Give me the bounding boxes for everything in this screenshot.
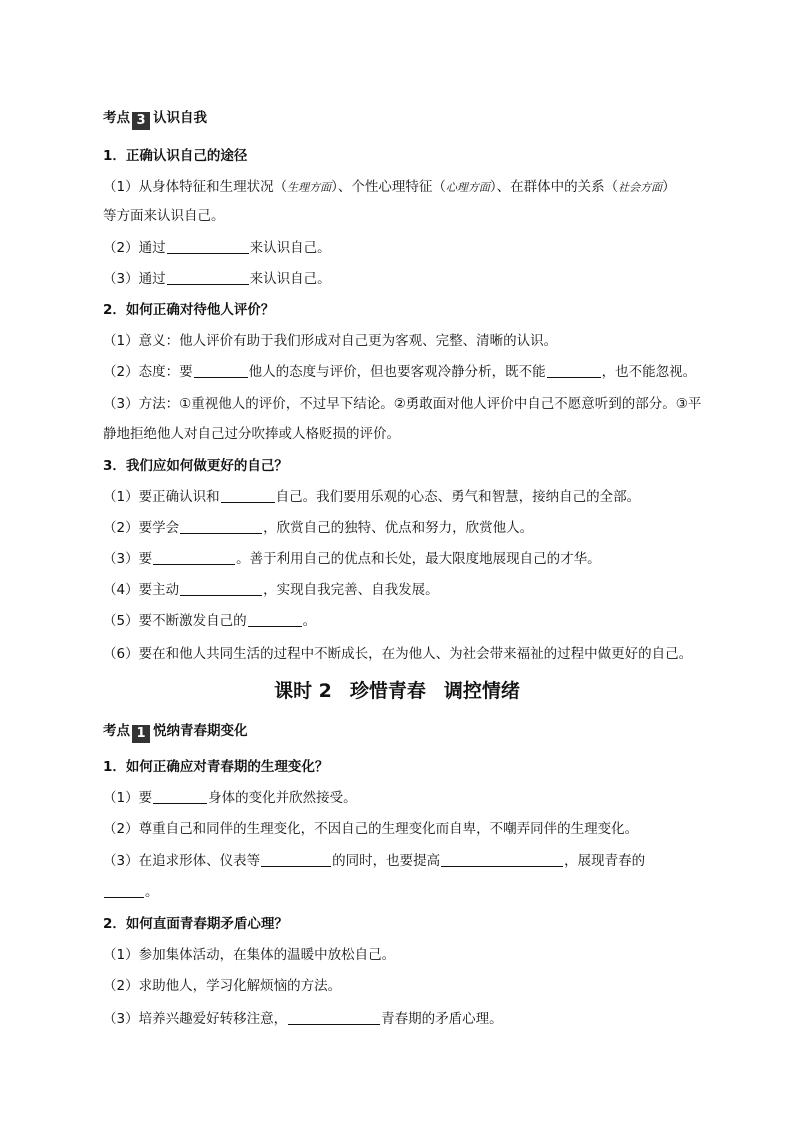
text: 来认识自己。 xyxy=(249,271,331,287)
fill-blank[interactable] xyxy=(441,852,563,867)
paragraph xyxy=(103,269,331,289)
fill-blank[interactable] xyxy=(288,1010,380,1025)
text: 自己。我们要用乐观的心态、勇气和智慧，接纳自己的全部。 xyxy=(275,489,641,505)
paragraph xyxy=(103,611,316,631)
paragraph xyxy=(103,1009,503,1029)
text: 。 xyxy=(302,613,317,629)
annotation: 社会方面 xyxy=(618,181,663,194)
fill-blank[interactable] xyxy=(153,789,207,804)
fill-blank[interactable] xyxy=(248,612,302,627)
paragraph: （2）求助他人，学习化解烦恼的方法。 xyxy=(103,978,342,994)
text: 青春期的矛盾心理。 xyxy=(381,1011,503,1027)
text: 他人的态度与评价，但也要客观冷静分析，既不能 xyxy=(248,364,546,380)
text: ）、在群体中的关系（ xyxy=(489,179,619,195)
kaodian-title: 认识自我 xyxy=(153,110,207,126)
paragraph xyxy=(103,177,676,198)
paragraph: （6）要在和他人共同生活的过程中不断成长，在为他人、为社会带来福祉的过程中做更好的自己。 xyxy=(103,646,693,662)
text: （1）从身体特征和生理状况（ xyxy=(103,179,288,195)
fill-blank[interactable] xyxy=(261,852,331,867)
text: ） xyxy=(662,179,676,195)
fill-blank[interactable] xyxy=(194,363,248,378)
paragraph-continuation: 等方面来认识自己。 xyxy=(103,208,225,224)
text: （5）要不断激发自己的 xyxy=(103,613,247,629)
text: 的同时，也要提高 xyxy=(332,853,441,869)
paragraph xyxy=(103,518,533,538)
text: （3）培养兴趣爱好转移注意， xyxy=(103,1011,288,1027)
paragraph xyxy=(103,487,640,507)
text: （4）要主动 xyxy=(103,582,180,598)
paragraph: （1）意义：他人评价有助于我们形成对自己更为客观、完整、清晰的认识。 xyxy=(103,333,558,349)
paragraph xyxy=(103,362,696,382)
lesson-title xyxy=(0,678,794,704)
fill-blank[interactable] xyxy=(167,270,249,285)
text: 。善于利用自己的优点和长处，最大限度地展现自己的才华。 xyxy=(236,551,601,567)
paragraph xyxy=(103,238,331,258)
kaodian-number-badge: 1 xyxy=(132,725,150,743)
paragraph-continuation xyxy=(103,882,159,902)
paragraph xyxy=(103,549,601,569)
text: （2）要学会 xyxy=(103,520,180,536)
question-heading: 3．我们应如何做更好的自己？ xyxy=(103,458,288,474)
annotation: 生理方面 xyxy=(287,181,332,194)
kaodian-prefix: 考点 xyxy=(103,723,130,739)
paragraph: （1）参加集体活动，在集体的温暖中放松自己。 xyxy=(103,947,396,963)
fill-blank[interactable] xyxy=(180,581,262,596)
text: 身体的变化并欣然接受。 xyxy=(208,790,357,806)
fill-blank[interactable] xyxy=(547,363,601,378)
paragraph xyxy=(103,851,645,871)
text: （3）要 xyxy=(103,551,153,567)
text: （1）要正确认识和 xyxy=(103,489,220,505)
kaodian-prefix: 考点 xyxy=(103,110,130,126)
text: ，也不能忽视。 xyxy=(601,364,697,380)
paragraph: （3）方法：①重视他人的评价，不过早下结论。②勇敢面对他人评价中自己不愿意听到的部分。③平 xyxy=(103,396,702,412)
question-heading: 1．如何正确应对青春期的生理变化？ xyxy=(103,759,329,775)
text: ，实现自我完善、自我发展。 xyxy=(263,582,439,598)
kaodian-title: 悦纳青春期变化 xyxy=(153,723,248,739)
text: （3）通过 xyxy=(103,271,166,287)
question-heading: 2．如何正确对待他人评价？ xyxy=(103,302,275,318)
question-heading: 2．如何直面青春期矛盾心理？ xyxy=(103,916,288,932)
lesson-title-part-a: 珍惜青春 xyxy=(349,680,426,702)
fill-blank[interactable] xyxy=(221,488,275,503)
kaodian-heading-3 xyxy=(103,108,207,130)
text: ，展现青春的 xyxy=(564,853,646,869)
kaodian-number-badge: 3 xyxy=(132,112,150,130)
text: （2）态度：要 xyxy=(103,364,193,380)
text: （2）通过 xyxy=(103,240,166,256)
lesson-label: 课时 2 xyxy=(274,680,332,702)
text: ，欣赏自己的独特、优点和努力，欣赏他人。 xyxy=(263,520,534,536)
question-heading: 1．正确认识自己的途径 xyxy=(103,148,248,164)
paragraph: （2）尊重自己和同伴的生理变化，不因自己的生理变化而自卑，不嘲弄同伴的生理变化。 xyxy=(103,821,639,837)
fill-blank[interactable] xyxy=(180,519,262,534)
fill-blank[interactable] xyxy=(167,239,249,254)
paragraph xyxy=(103,580,439,600)
fill-blank[interactable] xyxy=(104,883,144,898)
paragraph xyxy=(103,788,357,808)
kaodian-heading-1 xyxy=(103,721,248,743)
paragraph-continuation: 静地拒绝他人对自己过分吹捧或人格贬损的评价。 xyxy=(103,426,400,442)
text: （3）在追求形体、仪表等 xyxy=(103,853,261,869)
text: 。 xyxy=(145,884,159,900)
annotation: 心理方面 xyxy=(445,181,490,194)
fill-blank[interactable] xyxy=(153,550,235,565)
lesson-title-part-b: 调控情绪 xyxy=(443,680,520,702)
text: （1）要 xyxy=(103,790,153,806)
text: 来认识自己。 xyxy=(249,240,331,256)
text: ）、个性心理特征（ xyxy=(331,179,446,195)
